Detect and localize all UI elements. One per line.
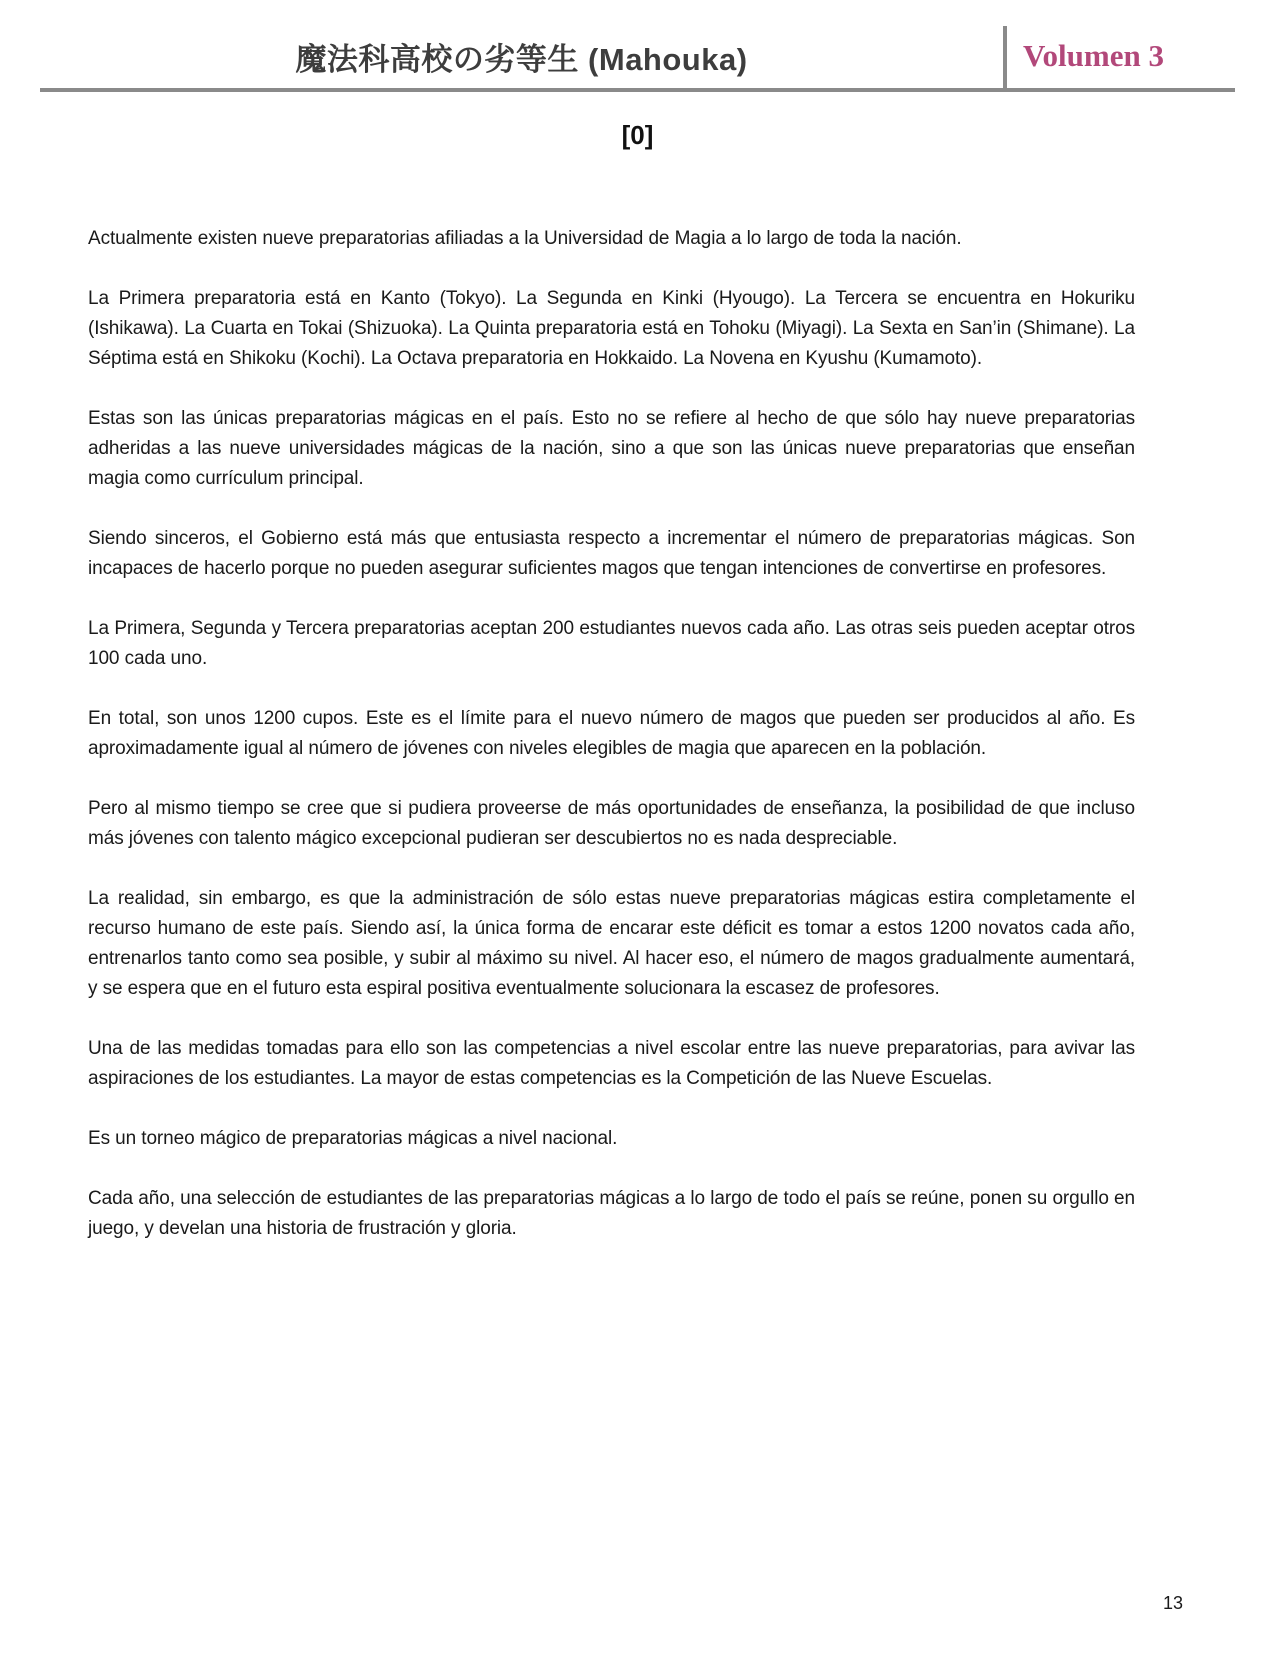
paragraph: En total, son unos 1200 cupos. Este es el límite para el nuevo número de magos que pueden ser producidos al año. Es aproximadamente igual al número de jóvenes con niveles elegibles de magia que aparecen en la población.	[88, 708, 1135, 759]
paragraph: Siendo sinceros, el Gobierno está más que entusiasta respecto a incrementar el número de preparatorias mágicas. Son incapaces de hacerlo porque no pueden asegurar suficientes magos que tengan intenciones de convertirse en profesores.	[88, 528, 1135, 579]
paragraph: Cada año, una selección de estudiantes de las preparatorias mágicas a lo largo de todo el país se reúne, ponen su orgullo en juego, y develan una historia de frustración y gloria.	[88, 1188, 1135, 1239]
paragraph: Una de las medidas tomadas para ello son las competencias a nivel escolar entre las nueve preparatorias, para avivar las aspiraciones de los estudiantes. La mayor de estas competencias es la Competición de las Nueve Escuelas.	[88, 1038, 1135, 1089]
chapter-body-text	[88, 224, 1135, 1244]
book-title: 魔法科高校の劣等生 (Mahouka)	[295, 41, 748, 77]
volume-label: Volumen 3	[1023, 38, 1164, 73]
paragraph: La realidad, sin embargo, es que la administración de sólo estas nueve preparatorias mágicas estira completamente el recurso humano de este país. Siendo así, la única forma de encarar este déficit es tomar a estos 1200 novatos cada año, entrenarlos tanto como sea posible, y subir al máximo su nivel. Al hacer eso, el número de magos gradualmente aumentará, y se espera que en el futuro esta espiral positiva eventualmente solucionara la escasez de profesores.	[88, 888, 1135, 999]
page-header	[40, 24, 1235, 92]
paragraph: Estas son las únicas preparatorias mágicas en el país. Esto no se refiere al hecho de que sólo hay nueve preparatorias adheridas a las nueve universidades mágicas de la nación, sino a que son las únicas nueve preparatorias que enseñan magia como currículum principal.	[88, 408, 1135, 489]
paragraph: La Primera, Segunda y Tercera preparatorias aceptan 200 estudiantes nuevos cada año. Las otras seis pueden aceptar otros 100 cada uno.	[88, 618, 1135, 669]
paragraph: Actualmente existen nueve preparatorias afiliadas a la Universidad de Magia a lo largo de toda la nación.	[88, 228, 962, 249]
paragraph: Pero al mismo tiempo se cree que si pudiera proveerse de más oportunidades de enseñanza, la posibilidad de que incluso más jóvenes con talento mágico excepcional pudieran ser descubiertos no es nada despreciable.	[88, 798, 1135, 849]
page-number: 13	[1162, 1593, 1183, 1613]
paragraph: Es un torneo mágico de preparatorias mágicas a nivel nacional.	[88, 1128, 618, 1149]
chapter-number-heading: [0]	[621, 120, 654, 150]
paragraph: La Primera preparatoria está en Kanto (Tokyo). La Segunda en Kinki (Hyougo). La Tercera se encuentra en Hokuriku (Ishikawa). La Cuarta en Tokai (Shizuoka). La Quinta preparatoria está en Tohoku (Miyagi). La Sexta en San’in (Shimane). La Séptima está en Shikoku (Kochi). La Octava preparatoria en Hokkaido. La Novena en Kyushu (Kumamoto).	[88, 288, 1135, 369]
document-page	[0, 24, 1275, 1674]
